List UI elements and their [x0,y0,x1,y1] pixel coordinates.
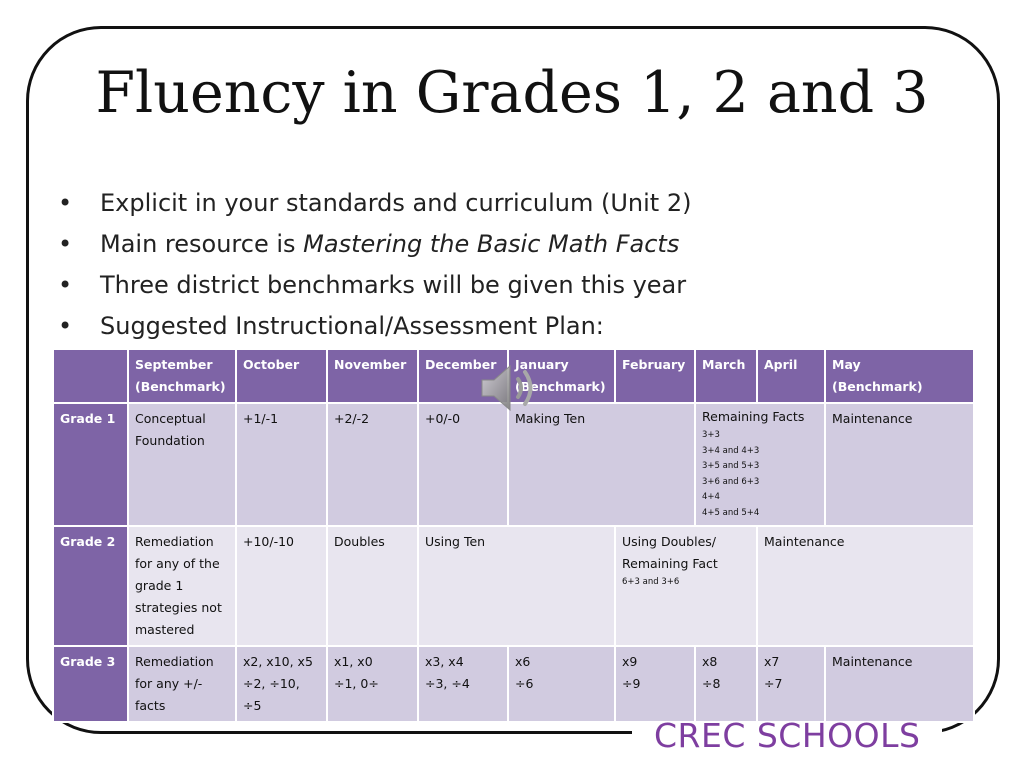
bullet-item [58,183,691,224]
grade2-april-may: Maintenance [757,526,974,646]
grade3-april: x7 ÷7 [757,646,825,722]
header-april: April [757,349,825,403]
header-november: November [327,349,418,403]
grade3-march: x8 ÷8 [695,646,757,722]
bullet-dot: • [58,189,73,217]
grade1-september: Conceptual Foundation [128,403,236,526]
bullet-text: Main resource is [100,230,304,258]
header-september: September (Benchmark) [128,349,236,403]
grade3-september: Remediation for any +/- facts [128,646,236,722]
table-row [53,646,974,722]
grade1-december: +0/-0 [418,403,508,526]
grade1-january-february: Making Ten [508,403,695,526]
grade2-december-january: Using Ten [418,526,615,646]
grade3-october: x2, x10, x5 ÷2, ÷10, ÷5 [236,646,327,722]
grade1-march-april: Remaining Facts 3+3 3+4 and 4+3 3+5 and 5+3 3+6 and 6+3 4+4 4+5 and 5+4 [695,403,825,526]
grade3-february: x9 ÷9 [615,646,695,722]
header-may: May (Benchmark) [825,349,974,403]
bullet-dot: • [58,230,73,258]
header-march: March [695,349,757,403]
table-row [53,403,974,526]
grade2-february-march: Using Doubles/ Remaining Fact 6+3 and 3+6 [615,526,757,646]
corner-cell [53,349,128,403]
bullet-item [58,224,691,265]
header-december: December [418,349,508,403]
table-row [53,526,974,646]
bullet-text: Explicit in your standards and curriculum (Unit 2) [100,189,692,217]
grade1-november: +2/-2 [327,403,418,526]
bullet-list [58,183,691,347]
grade3-january: x6 ÷6 [508,646,615,722]
header-february: February [615,349,695,403]
bullet-dot: • [58,312,73,340]
grade2-november: Doubles [327,526,418,646]
bullet-item [58,306,691,347]
header-october: October [236,349,327,403]
row-label-grade3: Grade 3 [53,646,128,722]
bullet-text: Three district benchmarks will be given this year [100,271,687,299]
grade3-may: Maintenance [825,646,974,722]
header-january: January (Benchmark) [508,349,615,403]
bullet-text: Suggested Instructional/Assessment Plan: [100,312,604,340]
grade2-september: Remediation for any of the grade 1 strategies not mastered [128,526,236,646]
bullet-text-italic: Mastering the Basic Math Facts [303,230,680,258]
bullet-item [58,265,691,306]
slide-title: Fluency in Grades 1, 2 and 3 [95,60,929,126]
grade3-december: x3, x4 ÷3, ÷4 [418,646,508,722]
crec-schools-logo: CREC SCHOOLS [654,716,921,755]
grade1-may: Maintenance [825,403,974,526]
grade2-october: +10/-10 [236,526,327,646]
bullet-dot: • [58,271,73,299]
row-label-grade1: Grade 1 [53,403,128,526]
speaker-icon[interactable] [478,360,546,416]
row-label-grade2: Grade 2 [53,526,128,646]
grade3-november: x1, x0 ÷1, 0÷ [327,646,418,722]
grade1-october: +1/-1 [236,403,327,526]
